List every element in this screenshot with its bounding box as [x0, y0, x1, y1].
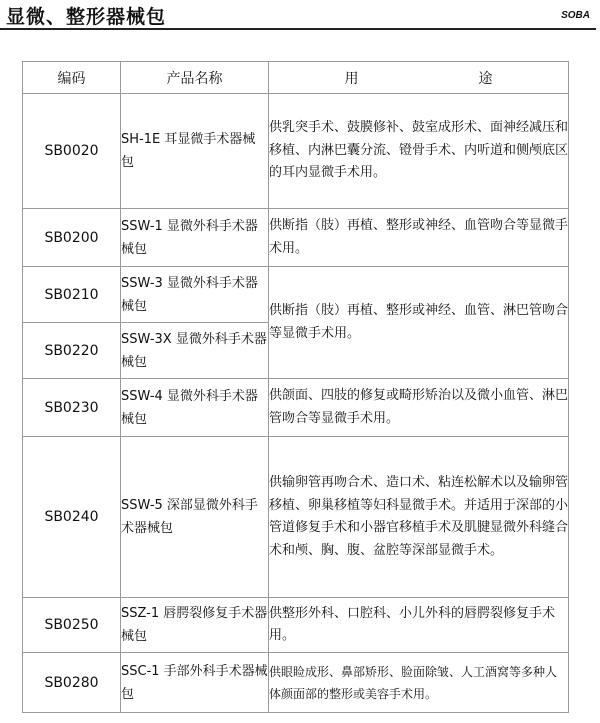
column-header-use-left: 用 — [344, 70, 359, 87]
product-use: 供整形外科、口腔科、小儿外科的唇腭裂修复手术用。 — [269, 598, 569, 653]
table-row — [23, 379, 569, 437]
product-use: 供断指（肢）再植、整形或神经、血管、淋巴管吻合等显微手术用。 — [269, 267, 569, 379]
column-header-code: 编码 — [23, 62, 121, 94]
product-use: 供输卵管再吻合术、造口术、粘连松解术以及输卵管移植、卵巢移植等妇科显微手术。并适用于深部的小管道修复手术和小器官移植手术及肌腱显微外科缝合术和颅、胸、腹、盆腔等深部显微手术。 — [269, 437, 569, 598]
table-row — [23, 267, 569, 323]
column-header-use-right: 途 — [478, 70, 493, 87]
product-name: SH-1E 耳显微手术器械包 — [121, 94, 269, 209]
table-row — [23, 653, 569, 713]
table-row — [23, 598, 569, 653]
product-code: SB0250 — [23, 598, 121, 653]
product-use: 供乳突手术、鼓膜修补、鼓室成形术、面神经减压和移植、内淋巴囊分流、镫骨手术、内听道和侧颅底区的耳内显微手术用。 — [269, 94, 569, 209]
product-name: SSC-1 手部外科手术器械包 — [121, 653, 269, 713]
product-name: SSW-3 显微外科手术器械包 — [121, 267, 269, 323]
product-name: SSW-4 显微外科手术器械包 — [121, 379, 269, 437]
product-code: SB0020 — [23, 94, 121, 209]
page-header — [0, 0, 600, 30]
table-row — [23, 437, 569, 598]
column-header-use — [269, 62, 569, 94]
product-name: SSZ-1 唇腭裂修复手术器械包 — [121, 598, 269, 653]
product-code: SB0230 — [23, 379, 121, 437]
header-divider — [0, 28, 596, 30]
table-row — [23, 209, 569, 267]
product-code: SB0280 — [23, 653, 121, 713]
brand-logo: SOBA — [561, 10, 590, 21]
product-name: SSW-1 显微外科手术器械包 — [121, 209, 269, 267]
product-name: SSW-3X 显微外科手术器械包 — [121, 323, 269, 379]
table-header-row — [23, 62, 569, 94]
product-code: SB0210 — [23, 267, 121, 323]
product-name: SSW-5 深部显微外科手术器械包 — [121, 437, 269, 598]
product-code: SB0240 — [23, 437, 121, 598]
column-header-name: 产品名称 — [121, 62, 269, 94]
product-use: 供眼睑成形、鼻部矫形、脸面除皱、人工酒窝等多种人体颜面部的整形或美容手术用。 — [269, 653, 569, 713]
page-title: 显微、整形器械包 — [6, 6, 167, 28]
product-use: 供断指（肢）再植、整形或神经、血管吻合等显微手术用。 — [269, 209, 569, 267]
product-table — [22, 61, 569, 713]
product-code: SB0200 — [23, 209, 121, 267]
product-code: SB0220 — [23, 323, 121, 379]
product-use: 供颌面、四肢的修复或畸形矫治以及微小血管、淋巴管吻合等显微手术用。 — [269, 379, 569, 437]
table-row — [23, 94, 569, 209]
